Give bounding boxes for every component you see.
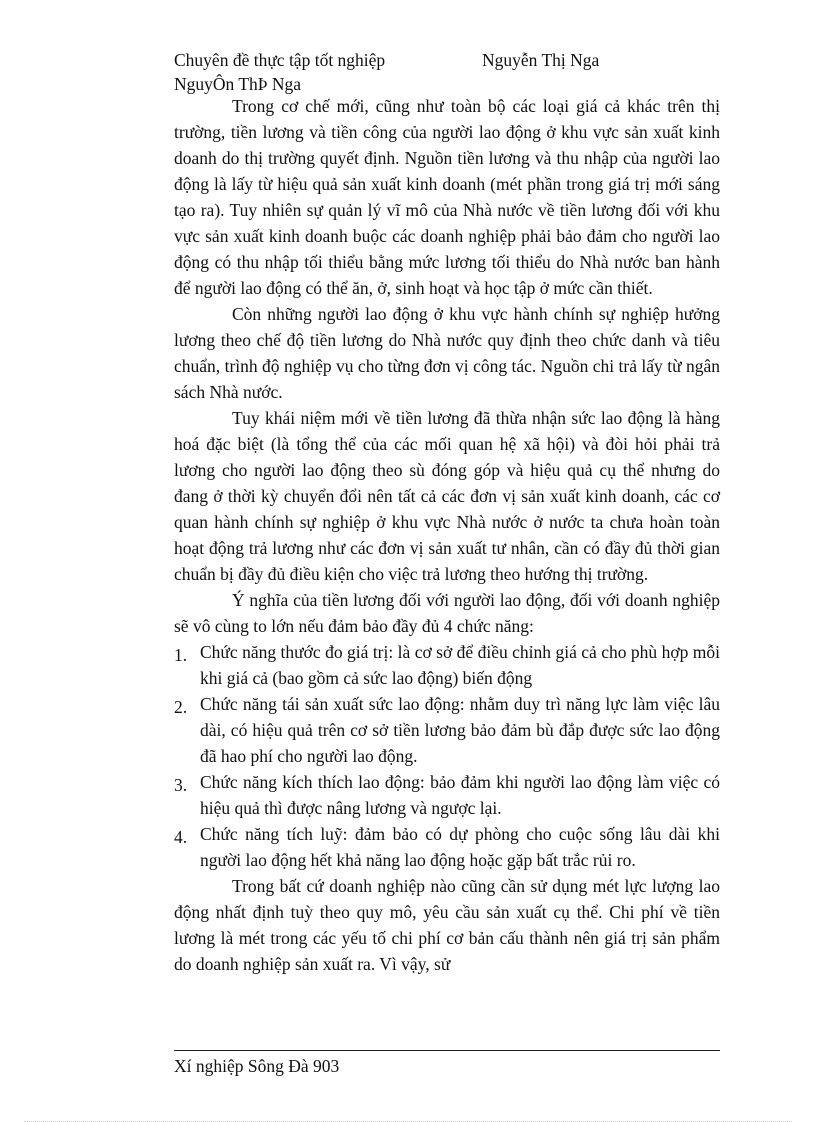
document-body (174, 93, 720, 977)
header-author-garbled: NguyÔn ThÞ Nga (174, 74, 302, 94)
list-number: 4. (174, 827, 188, 847)
list-item (174, 639, 720, 691)
paragraph: Tuy khái niệm mới về tiền lương đã thừa nhận sức lao động là hàng hoá đặc biệt (là tổng thể của các mối quan hệ xã hội) và đòi hỏi phải trả lương cho người lao động theo sù đóng góp và hiệu quả cụ thể nhưng do đang ở thời kỳ chuyển đổi nên tất cả các đơn vị sản xuất kinh doanh, các cơ quan hành chính sự nghiệp ở khu vực Nhà nước ở nước ta chưa hoàn toàn hoạt động trả lương như các đơn vị sản xuất tư nhân, cần có đầy đủ thời gian chuẩn bị đầy đủ điều kiện cho việc trả lương theo hướng thị trường. (174, 408, 720, 584)
list-number: 1. (174, 645, 188, 665)
list-item (174, 691, 720, 769)
list-item (174, 769, 720, 821)
list-number: 2. (174, 697, 188, 717)
functions-list (174, 639, 720, 873)
paragraph: Còn những người lao động ở khu vực hành chính sự nghiệp hưởng lương theo chế độ tiền lương do Nhà nước quy định theo chức danh và tiêu chuẩn, trình độ nghiệp vụ cho từng đơn vị công tác. Nguồn chi trả lấy từ ngân sách Nhà nước. (174, 304, 720, 402)
list-text: Chức năng kích thích lao động: bảo đảm khi người lao động làm việc có hiệu quả thì được nâng lương và ngược lại. (200, 772, 720, 818)
header-author: Nguyễn Thị Nga (482, 50, 600, 70)
page-bottom-edge (24, 1121, 792, 1122)
list-text: Chức năng thước đo giá trị: là cơ sở để điều chỉnh giá cả cho phù hợp mỗi khi giá cả (bao gồm cả sức lao động) biến động (200, 642, 720, 688)
list-item (174, 821, 720, 873)
list-text: Chức năng tái sản xuất sức lao động: nhằm duy trì năng lực làm việc lâu dài, có hiệu quả trên cơ sở tiền lương bảo đảm bù đắp được sức lao động đã hao phí cho người lao động. (200, 694, 720, 766)
paragraph: Trong cơ chế mới, cũng như toàn bộ các loại giá cả khác trên thị trường, tiền lương và tiền công của người lao động ở khu vực sản xuất kinh doanh do thị trường quyết định. Nguồn tiền lương và thu nhập của người lao động là lấy từ hiệu quả sản xuất kinh doanh (mét phần trong giá trị mới sáng tạo ra). Tuy nhiên sự quản lý vĩ mô của Nhà nước về tiền lương đối với khu vực sản xuất kinh doanh buộc các doanh nghiệp phải bảo đảm cho người lao động có thu nhập tối thiểu bằng mức lương tối thiểu do Nhà nước ban hành để người lao động có thể ăn, ở, sinh hoạt và học tập ở mức cần thiết. (174, 96, 720, 298)
paragraph: Trong bất cứ doanh nghiệp nào cũng cần sử dụng mét lực lượng lao động nhất định tuỳ theo quy mô, yêu cầu sản xuất cụ thể. Chi phí về tiền lương là mét trong các yếu tố chi phí cơ bản cấu thành nên giá trị sản phẩm do doanh nghiệp sản xuất ra. Vì vậy, sử (174, 876, 720, 974)
footer-divider (174, 1050, 720, 1051)
header-row (174, 48, 734, 72)
list-number: 3. (174, 775, 188, 795)
page-header (174, 48, 734, 96)
paragraph: Ý nghĩa của tiền lương đối với người lao động, đối với doanh nghiệp sẽ vô cùng to lớn nếu đảm bảo đầy đủ 4 chức năng: (174, 590, 720, 636)
header-title: Chuyên đề thực tập tốt nghiệp (174, 50, 386, 70)
footer-company: Xí nghiệp Sông Đà 903 (174, 1056, 340, 1076)
list-text: Chức năng tích luỹ: đảm bảo có dự phòng cho cuộc sống lâu dài khi người lao động hết khả năng lao động hoặc gặp bất trắc rủi ro. (200, 824, 720, 870)
